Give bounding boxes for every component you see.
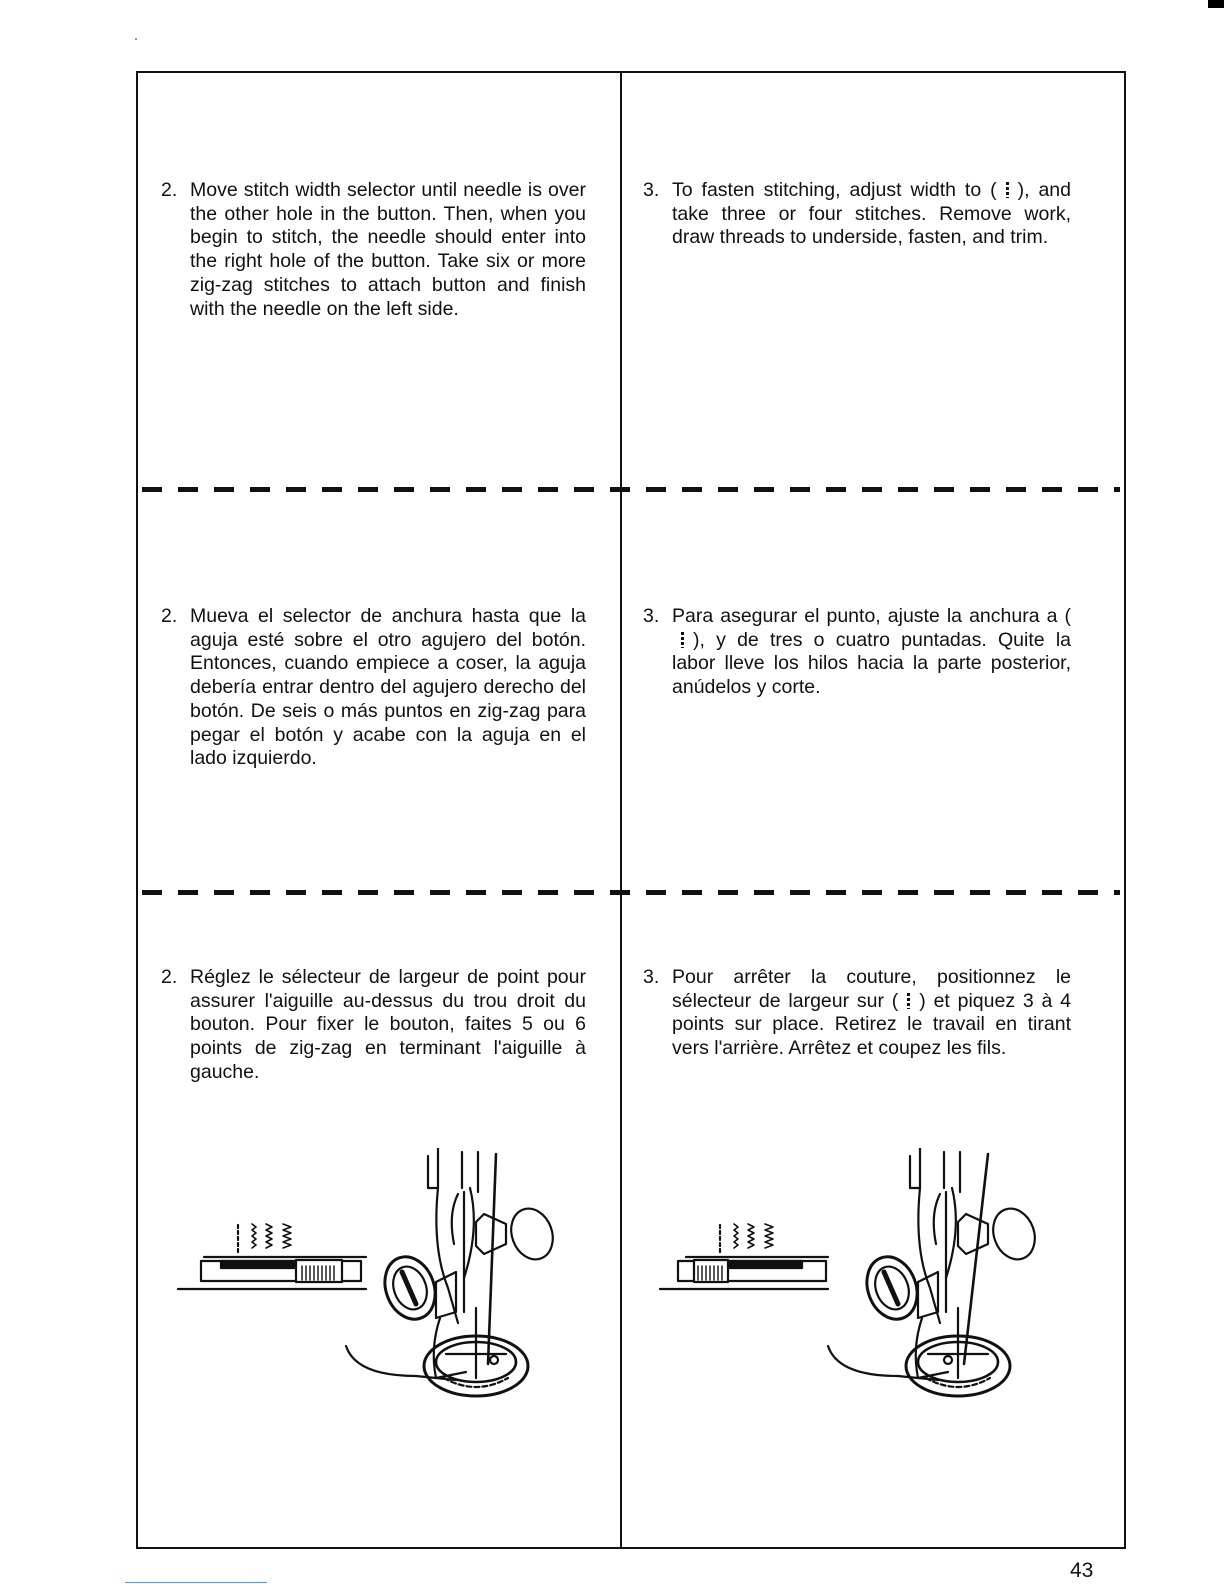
step-text: Pour arrêter la couture, positionnez le sélecteur de largeur sur ( ) et piquez 3 à 4 points sur place. Retirez le travail en tirant vers l'arrière. Arrêtez et coupez les fils. [672,966,1071,1060]
step-text: Para asegurar el punto, ajuste la anchura a (), y de tres o cuatro puntadas. Quite la labor lleve los hilos hacia la parte posterior, anúdelos y corte. [672,605,1071,699]
english-step-3 [643,179,1071,250]
straight-stitch-icon [907,993,910,1009]
step-number: 2. [161,179,178,201]
corner-registration-mark [1208,0,1224,8]
straight-stitch-icon [1006,182,1009,198]
straight-stitch-icon [681,632,684,648]
button-sewing-illustration-left [176,1148,596,1408]
presser-foot-icon [346,1148,560,1396]
french-step-3 [643,966,1071,1061]
step-number: 3. [643,605,660,627]
presser-foot-icon [828,1148,1042,1396]
stitch-width-scale-icon [238,1224,291,1252]
step-text: Réglez le sélecteur de largeur de point pour assurer l'aiguille au-dessus du trou droit du bouton. Pour fixer le bouton, faites 5 ou 6 points de zig-zag en terminant l'aiguille à gauche. [190,966,586,1083]
section-divider-english-spanish [142,487,1120,492]
step-number: 3. [643,179,660,201]
column-divider [620,73,622,1547]
step-text: To fasten stitching, adjust width to ( ), and take three or four stitches. Remove work, draw threads to underside, fasten, and trim. [672,179,1071,249]
step-text: Move stitch width selector until needle is over the other hole in the button. Then, when you begin to stitch, the needle should enter into the right hole of the button. Take six or more zig-zag stitches to attach button and finish with the needle on the left side. [190,179,586,320]
stitch-width-scale-icon [720,1224,773,1252]
width-selector-panel-icon [660,1257,828,1289]
english-step-2 [161,179,586,321]
footer-rule [125,1582,267,1583]
width-selector-panel-icon [178,1257,366,1289]
step-number: 2. [161,605,178,627]
scan-speck [135,38,137,40]
step-number: 3. [643,966,660,988]
french-step-2 [161,966,586,1085]
step-number: 2. [161,966,178,988]
spanish-step-3 [643,605,1071,700]
page-number: 43 [1070,1559,1094,1582]
step-text: Mueva el selector de anchura hasta que la aguja esté sobre el otro agujero del botón. Entonces, cuando empiece a coser, la aguja debería entrar dentro del agujero derecho del botón. De seis o más puntos en zig-zag para pegar el botón y acabe con la aguja en el lado izquierdo. [190,605,586,770]
button-sewing-illustration-right [658,1148,1078,1408]
spanish-step-2 [161,605,586,771]
section-divider-spanish-french [142,890,1120,895]
instruction-table [136,71,1126,1549]
